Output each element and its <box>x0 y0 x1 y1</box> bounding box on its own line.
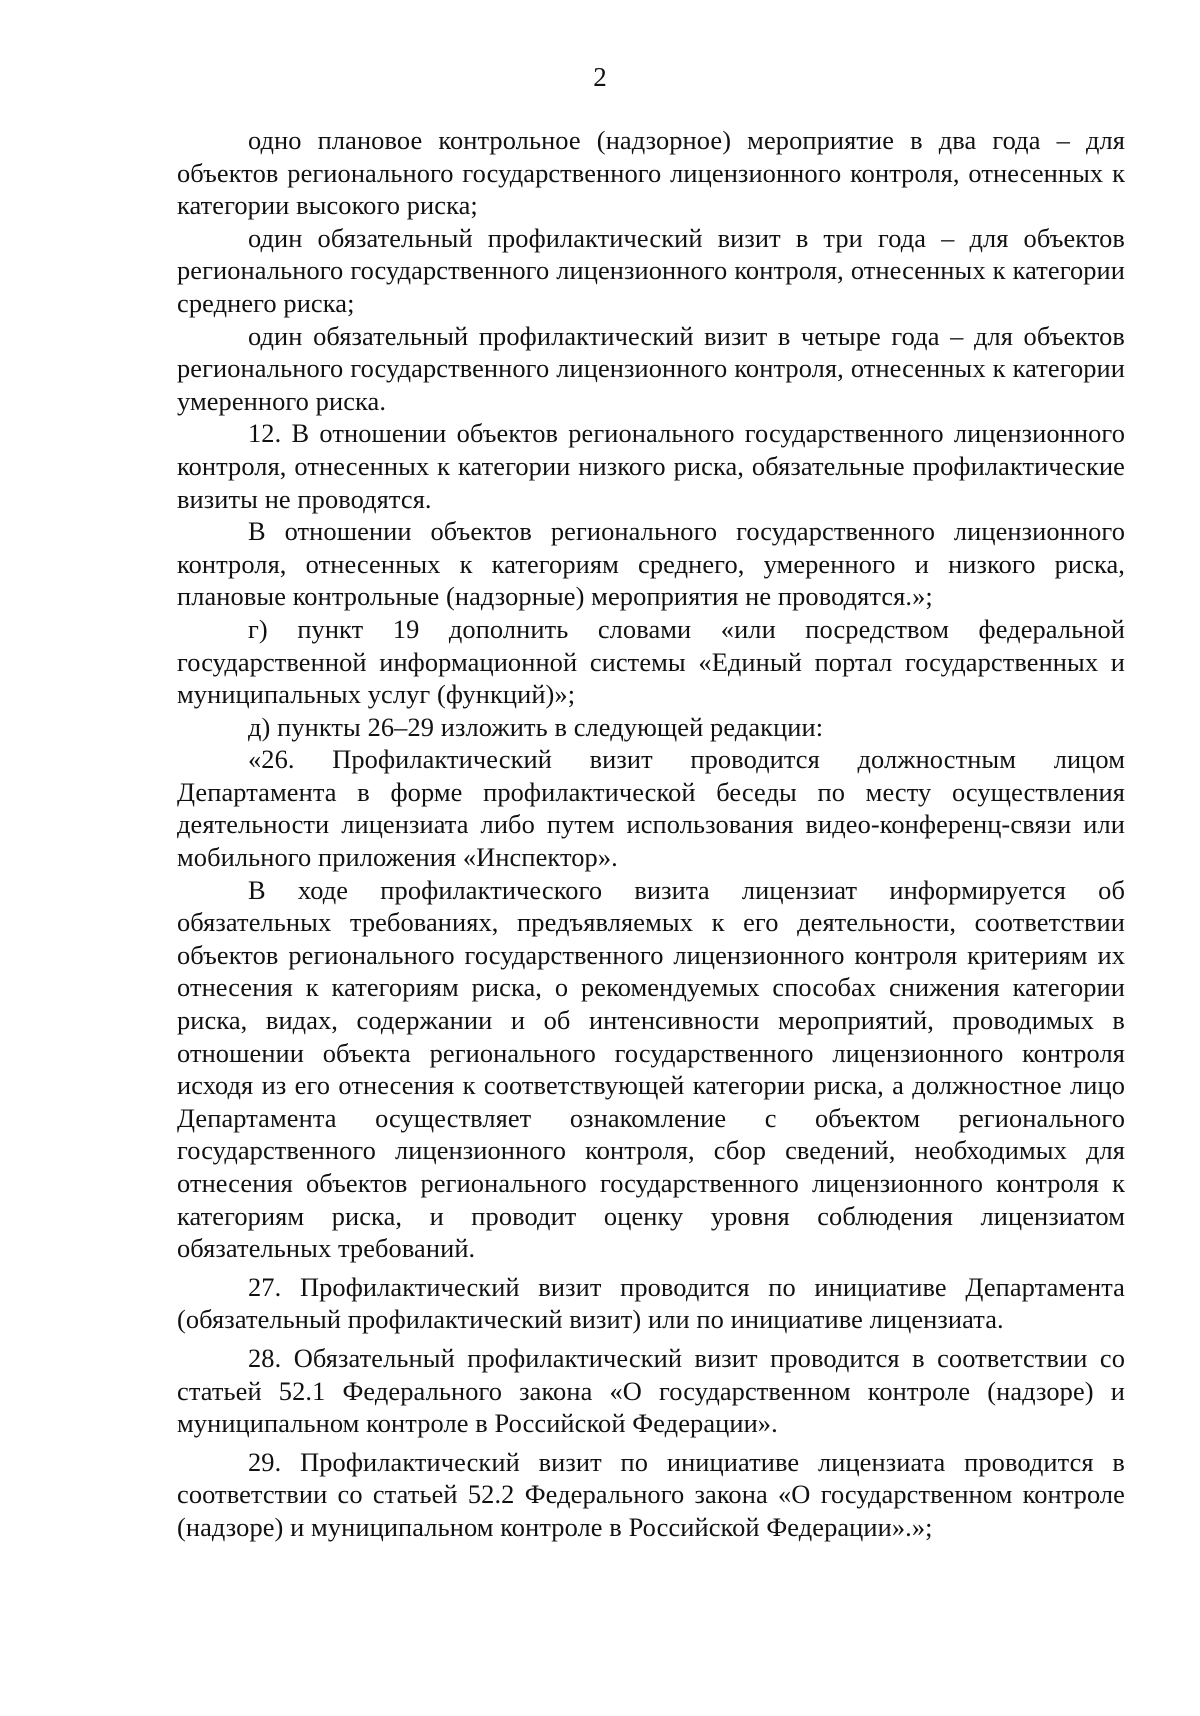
paragraph-item-26: «26. Профилактический визит проводится должностным лицом Департамента в форме профилактической беседы по месту осуществления деятельности лицензиата либо путем использования видео-конференц-связи или мобильного приложения «Инспектор». <box>177 744 1125 873</box>
paragraph-planned-events: В отношении объектов регионального государственного лицензионного контроля, отнесенных к категориям среднего, умеренного и низкого риска, плановые контрольные (надзорные) мероприятия не проводятся.»; <box>177 516 1125 612</box>
paragraph-medium-risk: один обязательный профилактический визит в три года – для объектов регионального государственного лицензионного контроля, отнесенных к категории среднего риска; <box>177 222 1125 318</box>
paragraph-item-27: 27. Профилактический визит проводится по инициативе Департамента (обязательный профилактический визит) или по инициативе лицензиата. <box>177 1271 1125 1335</box>
page-number: 2 <box>593 62 607 92</box>
paragraph-item-29: 29. Профилактический визит по инициативе лицензиата проводится в соответствии со статьей 52.2 Федерального закона «О государственном контроле (надзоре) и муниципальном контроле в Российской Федерации».»; <box>177 1446 1125 1542</box>
paragraph-high-risk: одно плановое контрольное (надзорное) мероприятие в два года – для объектов регионального государственного лицензионного контроля, отнесенных к категории высокого риска; <box>177 125 1125 221</box>
paragraph-moderate-risk: один обязательный профилактический визит в четыре года – для объектов регионального государственного лицензионного контроля, отнесенных к категории умеренного риска. <box>177 320 1125 416</box>
paragraph-item-d: д) пункты 26–29 изложить в следующей редакции: <box>248 711 824 742</box>
paragraph-visit-details: В ходе профилактического визита лицензиат информируется об обязательных требованиях, предъявляемых к его деятельности, соответствии объектов регионального государственного лицензионного контроля критериям их отнесения к категориям риска, о рекомендуемых способах снижения категории риска, видах, содержании и об интенсивности мероприятий, проводимых в отношении объекта регионального государственного лицензионного контроля исходя из его отнесения к соответствующей категории риска, а должностное лицо Департамента осуществляет ознакомление с объектом регионального государственного лицензионного контроля, сбор сведений, необходимых для отнесения объектов регионального государственного лицензионного контроля к категориям риска, и проводит оценку уровня соблюдения лицензиатом обязательных требований. <box>177 874 1125 1264</box>
paragraph-item-28: 28. Обязательный профилактический визит проводится в соответствии со статьей 52.1 Федерального закона «О государственном контроле (надзоре) и муниципальном контроле в Российской Федерации». <box>177 1342 1125 1439</box>
paragraph-item-g: г) пункт 19 дополнить словами «или посредством федеральной государственной информационной системы «Единый портал государственных и муниципальных услуг (функций)»; <box>177 613 1125 710</box>
document-body <box>177 124 1125 1544</box>
paragraph-item-12: 12. В отношении объектов регионального государственного лицензионного контроля, отнесенных к категории низкого риска, обязательные профилактические визиты не проводятся. <box>177 418 1125 514</box>
